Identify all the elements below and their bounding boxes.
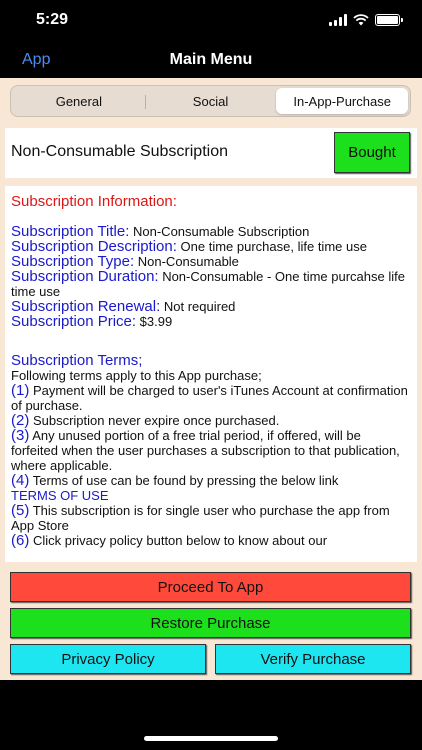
- battery-icon: [375, 14, 400, 26]
- term-number: (3): [11, 427, 30, 444]
- subscription-terms-line: [11, 353, 411, 368]
- term-item: [11, 428, 411, 473]
- term-number: (2): [11, 412, 30, 429]
- page-title: Main Menu: [169, 51, 253, 68]
- subscription-title-line: [11, 224, 411, 239]
- subscription-description-label: Subscription Description:: [11, 238, 177, 255]
- term-text: Terms of use can be found by pressing the below link: [29, 473, 339, 488]
- term-number: (5): [11, 502, 30, 519]
- product-row: [5, 128, 417, 178]
- term-item: [11, 503, 411, 533]
- privacy-policy-button[interactable]: Privacy Policy: [10, 644, 206, 674]
- terms-of-use-line: [11, 488, 411, 503]
- subscription-price-line: [11, 314, 411, 329]
- subscription-renewal-label: Subscription Renewal:: [11, 298, 161, 315]
- main-content: [0, 78, 422, 680]
- subscription-type-value: Non-Consumable: [134, 254, 239, 269]
- product-name: Non-Consumable Subscription: [11, 143, 228, 160]
- subscription-type-label: Subscription Type:: [11, 253, 135, 270]
- tab-general[interactable]: General: [55, 93, 102, 109]
- segmented-control: [10, 85, 411, 117]
- term-item: [11, 533, 411, 548]
- subscription-description-value: One time purchase, life time use: [176, 239, 367, 254]
- restore-purchase-button[interactable]: Restore Purchase: [10, 608, 411, 638]
- term-text: Payment will be charged to user's iTunes Account at confirmation of purchase.: [11, 383, 408, 413]
- back-button[interactable]: App: [22, 51, 51, 68]
- subscription-info-panel[interactable]: [5, 186, 417, 562]
- status-time: 5:29: [36, 11, 69, 28]
- proceed-to-app-button[interactable]: Proceed To App: [10, 572, 411, 602]
- subscription-duration-value: Non-Consumable - One time purcahse life time use: [11, 269, 405, 299]
- subscription-terms-label: Subscription Terms;: [11, 352, 143, 369]
- home-indicator[interactable]: [144, 736, 278, 741]
- term-number: (1): [11, 382, 30, 399]
- subscription-description-line: [11, 239, 411, 254]
- term-text: Click privacy policy button below to know about our: [29, 533, 328, 548]
- term-text: Subscription never expire once purchased.: [29, 413, 280, 428]
- verify-purchase-button[interactable]: Verify Purchase: [215, 644, 411, 674]
- subscription-duration-line: [11, 269, 411, 299]
- status-icons: [329, 14, 400, 26]
- term-number: (6): [11, 532, 30, 549]
- subscription-duration-label: Subscription Duration:: [11, 268, 159, 285]
- bought-button[interactable]: Bought: [334, 132, 410, 173]
- term-item: [11, 473, 411, 488]
- tab-social[interactable]: Social: [145, 88, 277, 114]
- wifi-icon: [353, 14, 369, 26]
- subscription-info-heading: Subscription Information:: [11, 193, 177, 210]
- status-bar: [0, 0, 422, 44]
- subscription-renewal-line: [11, 299, 411, 314]
- subscription-type-line: [11, 254, 411, 269]
- subscription-price-value: $3.99: [136, 314, 173, 329]
- terms-intro: Following terms apply to this App purchase;: [11, 368, 262, 383]
- term-text: This subscription is for single user who purchase the app from App Store: [11, 503, 390, 533]
- term-item: [11, 383, 411, 413]
- term-text: Any unused portion of a free trial period, if offered, will be forfeited when the user purchases a subscription to that publication, where applicable.: [11, 428, 400, 473]
- subscription-price-label: Subscription Price:: [11, 313, 137, 330]
- subscription-title-label: Subscription Title:: [11, 223, 130, 240]
- term-number: (4): [11, 472, 30, 489]
- navigation-bar: [0, 44, 422, 74]
- cellular-signal-icon: [329, 14, 347, 26]
- tab-in-app-purchase[interactable]: In-App-Purchase: [276, 88, 408, 114]
- subscription-renewal-value: Not required: [160, 299, 236, 314]
- subscription-title-value: Non-Consumable Subscription: [129, 224, 310, 239]
- terms-of-use-link[interactable]: TERMS OF USE: [11, 488, 109, 503]
- term-item: [11, 413, 411, 428]
